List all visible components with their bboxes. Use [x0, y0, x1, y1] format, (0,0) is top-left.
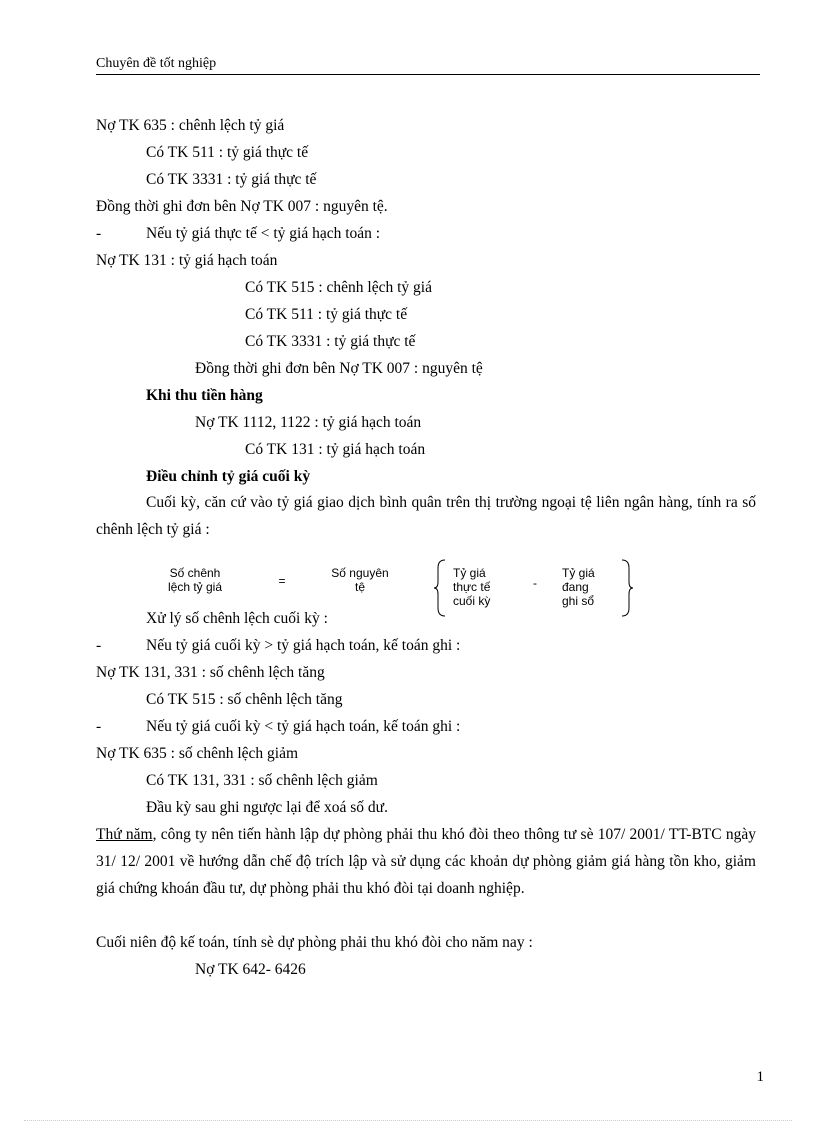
paragraph-body: , công ty nên tiến hành lập dự phòng phải thu khó đòi theo thông tư sè 107/ 2001/ TT-BTC ngày 31/ 12/ 2001 về hướng dẫn chế độ trích lập và sử dụng các khoản dự phòng giảm giá hàng tồn kho, giảm giá chứng khoán đầu tư, dự phòng phải thu khó đòi tại doanh nghiệp.	[96, 826, 756, 897]
entry-line: Có TK 515 : chênh lệch tỷ giá	[245, 279, 432, 296]
right-brace-icon	[620, 558, 634, 618]
formula-equals: =	[278, 574, 286, 588]
list-dash: -	[96, 718, 102, 735]
entry-line: Có TK 515 : số chênh lệch tăng	[146, 691, 343, 708]
formula-b-line-3: ghi sổ	[562, 594, 595, 608]
formula-a-line-3: cuối kỳ	[453, 594, 491, 608]
formula-a-line-1: Tỷ giá	[453, 566, 486, 580]
entry-line: Xử lý số chênh lệch cuối kỳ :	[146, 610, 328, 627]
entry-line: Cuối niên độ kế toán, tính sè dự phòng phải thu khó đòi cho năm nay :	[96, 934, 533, 951]
paragraph-lead: Thứ năm	[96, 826, 153, 843]
entry-line: Nợ TK 635 : số chênh lệch giảm	[96, 745, 299, 762]
list-item: Nếu tỷ giá cuối kỳ > tỷ giá hạch toán, kế toán ghi :	[146, 637, 461, 654]
list-item: Nếu tỷ giá thực tế < tỷ giá hạch toán :	[146, 225, 381, 242]
formula-minus: -	[533, 576, 537, 590]
formula-b-line-2: đang	[562, 580, 589, 594]
left-brace-icon	[433, 558, 447, 618]
entry-line: Có TK 131 : tỷ giá hạch toán	[245, 441, 426, 458]
entry-line: Có TK 3331 : tỷ giá thực tế	[146, 171, 317, 188]
list-item: Nếu tỷ giá cuối kỳ < tỷ giá hạch toán, kế toán ghi :	[146, 718, 461, 735]
page-number: 1	[756, 1069, 764, 1085]
entry-line: Đồng thời ghi đơn bên Nợ TK 007 : nguyên tệ.	[96, 198, 388, 215]
paragraph: Cuối kỳ, căn cứ vào tỷ giá giao dịch bình quân trên thị trường ngoại tệ liên ngân hàng, tính ra số chênh lệch tỷ giá :	[96, 494, 756, 538]
formula-mid-line-2: tệ	[354, 580, 365, 594]
entry-line: Nợ TK 131 : tỷ giá hạch toán	[96, 252, 278, 269]
entry-line: Nợ TK 1112, 1122 : tỷ giá hạch toán	[195, 414, 422, 431]
section-heading: Điều chỉnh tỷ giá cuối kỳ	[146, 468, 311, 485]
page-header: Chuyên đề tốt nghiệp	[96, 56, 760, 75]
formula-left-line-2: lệch tỷ giá	[167, 580, 223, 594]
page-bottom-divider	[24, 1120, 792, 1121]
formula-a-line-2: thực tế	[453, 580, 491, 594]
entry-line: Đồng thời ghi đơn bên Nợ TK 007 : nguyên tệ	[195, 360, 483, 377]
entry-line: Có TK 511 : tỷ giá thực tế	[146, 144, 309, 161]
entry-line: Có TK 131, 331 : số chênh lệch giảm	[146, 772, 378, 789]
entry-line: Nợ TK 635 : chênh lệch tỷ giá	[96, 117, 285, 134]
formula-b-line-1: Tỷ giá	[562, 566, 595, 580]
entry-line: Nợ TK 642- 6426	[195, 961, 306, 978]
entry-line: Nợ TK 131, 331 : số chênh lệch tăng	[96, 664, 325, 681]
entry-line: Đầu kỳ sau ghi ngược lại để xoá số dư.	[146, 799, 388, 816]
entry-line: Có TK 511 : tỷ giá thực tế	[245, 306, 408, 323]
list-dash: -	[96, 637, 102, 654]
formula-mid-line-1: Số nguyên	[331, 566, 389, 580]
formula-left-line-1: Số chênh	[169, 566, 221, 580]
paragraph	[96, 821, 756, 902]
list-dash: -	[96, 225, 102, 242]
entry-line: Có TK 3331 : tỷ giá thực tế	[245, 333, 416, 350]
section-heading: Khi thu tiền hàng	[146, 387, 263, 404]
